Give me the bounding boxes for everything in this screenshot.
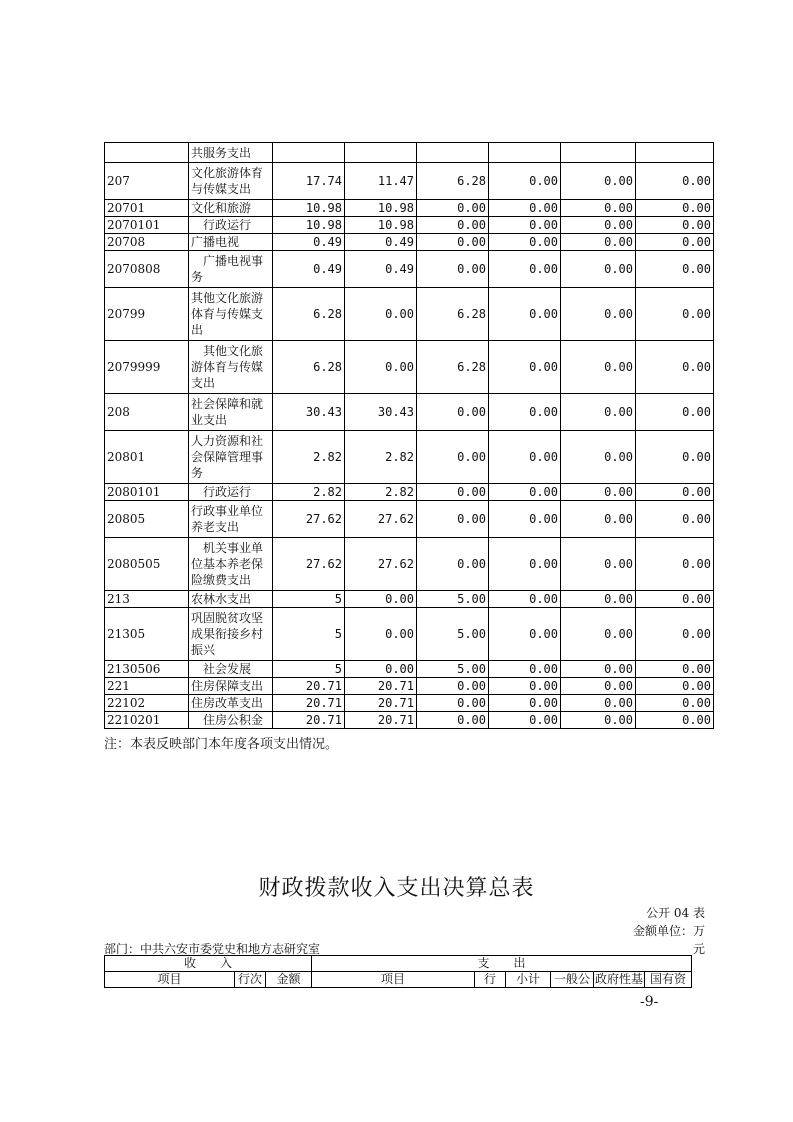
col-amount-income: 金额 — [266, 972, 312, 988]
row-col4: 0.00 — [489, 341, 561, 394]
row-project: 0.00 — [417, 200, 489, 217]
row-basic: 0.00 — [345, 341, 417, 394]
table-row — [105, 661, 714, 678]
row-name: 其他文化旅游体育与传媒支出 — [189, 341, 273, 394]
row-col6: 0.00 — [636, 431, 714, 484]
row-name: 文化和旅游 — [189, 200, 273, 217]
row-col6 — [636, 143, 714, 163]
row-col6: 0.00 — [636, 695, 714, 712]
row-code: 21305 — [105, 608, 189, 661]
table-row — [105, 394, 714, 431]
table-row — [105, 538, 714, 591]
department-label: 部门：中共六安市委党史和地方志研究室 — [104, 942, 321, 956]
row-basic: 27.62 — [345, 501, 417, 538]
row-project: 0.00 — [417, 394, 489, 431]
row-col4: 0.00 — [489, 394, 561, 431]
col-item-expense: 项目 — [312, 972, 475, 988]
row-col4: 0.00 — [489, 695, 561, 712]
row-name: 巩固脱贫攻坚成果衔接乡村振兴 — [189, 608, 273, 661]
row-name: 广播电视事务 — [189, 251, 273, 288]
row-col4: 0.00 — [489, 484, 561, 501]
row-total: 0.49 — [273, 251, 345, 288]
col-gov-fund: 政府性基 — [595, 972, 644, 986]
row-code: 20805 — [105, 501, 189, 538]
row-col4: 0.00 — [489, 431, 561, 484]
row-name: 共服务支出 — [189, 143, 273, 163]
row-code: 2080101 — [105, 484, 189, 501]
row-col6: 0.00 — [636, 394, 714, 431]
row-col5: 0.00 — [561, 661, 636, 678]
row-col5: 0.00 — [561, 341, 636, 394]
row-col6: 0.00 — [636, 608, 714, 661]
row-col4: 0.00 — [489, 501, 561, 538]
row-total — [273, 143, 345, 163]
row-col6: 0.00 — [636, 234, 714, 251]
row-col4: 0.00 — [489, 661, 561, 678]
row-col4: 0.00 — [489, 288, 561, 341]
col-state-capital: 国有资 — [645, 972, 692, 988]
row-basic: 0.00 — [345, 661, 417, 678]
row-total: 6.28 — [273, 341, 345, 394]
row-col5: 0.00 — [561, 200, 636, 217]
row-col5: 0.00 — [561, 251, 636, 288]
row-col4: 0.00 — [489, 163, 561, 200]
row-col6: 0.00 — [636, 591, 714, 608]
row-code: 221 — [105, 678, 189, 695]
row-col5: 0.00 — [561, 608, 636, 661]
row-basic: 0.00 — [345, 591, 417, 608]
row-col6: 0.00 — [636, 341, 714, 394]
section-title: 财政拨款收入支出决算总表 — [258, 876, 535, 901]
row-col6: 0.00 — [636, 501, 714, 538]
row-col6: 0.00 — [636, 678, 714, 695]
row-total: 27.62 — [273, 501, 345, 538]
row-col5: 0.00 — [561, 288, 636, 341]
row-col4: 0.00 — [489, 538, 561, 591]
row-code: 207 — [105, 163, 189, 200]
row-basic: 20.71 — [345, 695, 417, 712]
table-row — [105, 341, 714, 394]
row-name: 人力资源和社会保障管理事务 — [189, 431, 273, 484]
table-row — [105, 200, 714, 217]
row-total: 5 — [273, 661, 345, 678]
row-basic: 10.98 — [345, 200, 417, 217]
row-col5: 0.00 — [561, 394, 636, 431]
row-name: 其他文化旅游体育与传媒支出 — [189, 288, 273, 341]
row-project: 0.00 — [417, 712, 489, 729]
row-name: 农林水支出 — [189, 591, 273, 608]
row-project: 0.00 — [417, 251, 489, 288]
row-col4: 0.00 — [489, 608, 561, 661]
row-basic — [345, 143, 417, 163]
table-row — [105, 712, 714, 729]
row-name: 住房改革支出 — [189, 695, 273, 712]
row-total: 0.49 — [273, 234, 345, 251]
row-total: 10.98 — [273, 217, 345, 234]
row-name: 文化旅游体育与传媒支出 — [189, 163, 273, 200]
row-col6: 0.00 — [636, 484, 714, 501]
row-col5: 0.00 — [561, 431, 636, 484]
table-row — [105, 591, 714, 608]
row-name: 行政运行 — [189, 484, 273, 501]
table-row — [105, 163, 714, 200]
row-col5: 0.00 — [561, 234, 636, 251]
row-name: 机关事业单位基本养老保险缴费支出 — [189, 538, 273, 591]
row-basic: 2.82 — [345, 484, 417, 501]
amount-unit-label: 金额单位：万 — [632, 924, 705, 938]
row-total: 2.82 — [273, 484, 345, 501]
row-col5: 0.00 — [561, 501, 636, 538]
row-project: 5.00 — [417, 591, 489, 608]
col-general-budget: 一般公 — [551, 972, 594, 988]
row-project: 6.28 — [417, 288, 489, 341]
table-row — [105, 251, 714, 288]
row-project: 0.00 — [417, 501, 489, 538]
row-project: 0.00 — [417, 695, 489, 712]
table-row — [105, 501, 714, 538]
row-project: 6.28 — [417, 163, 489, 200]
row-col6: 0.00 — [636, 538, 714, 591]
row-col5: 0.00 — [561, 484, 636, 501]
row-total: 30.43 — [273, 394, 345, 431]
row-name: 行政事业单位养老支出 — [189, 501, 273, 538]
row-code: 208 — [105, 394, 189, 431]
row-total: 5 — [273, 591, 345, 608]
row-code: 20801 — [105, 431, 189, 484]
row-name: 广播电视 — [189, 234, 273, 251]
row-basic: 0.49 — [345, 251, 417, 288]
table-row — [105, 608, 714, 661]
row-col4: 0.00 — [489, 591, 561, 608]
row-project: 0.00 — [417, 484, 489, 501]
row-basic: 0.00 — [345, 608, 417, 661]
table-row — [105, 695, 714, 712]
col-subtotal: 小计 — [506, 972, 551, 988]
income-header: 收 入 — [105, 956, 312, 972]
row-col4 — [489, 143, 561, 163]
row-name: 社会发展 — [189, 661, 273, 678]
row-code: 20799 — [105, 288, 189, 341]
row-basic: 0.49 — [345, 234, 417, 251]
row-col6: 0.00 — [636, 288, 714, 341]
row-code: 2079999 — [105, 341, 189, 394]
row-col4: 0.00 — [489, 712, 561, 729]
row-code: 213 — [105, 591, 189, 608]
row-basic: 27.62 — [345, 538, 417, 591]
row-col5: 0.00 — [561, 538, 636, 591]
fiscal-summary-table-header — [104, 955, 692, 988]
row-col6: 0.00 — [636, 217, 714, 234]
expenditure-table — [104, 142, 714, 729]
row-project: 6.28 — [417, 341, 489, 394]
table-row — [105, 217, 714, 234]
row-code: 20708 — [105, 234, 189, 251]
row-col4: 0.00 — [489, 234, 561, 251]
row-col5: 0.00 — [561, 712, 636, 729]
row-total: 5 — [273, 608, 345, 661]
row-total: 20.71 — [273, 678, 345, 695]
table-note: 注：本表反映部门本年度各项支出情况。 — [104, 737, 339, 752]
col-line-expense: 行 — [475, 972, 506, 988]
row-project: 0.00 — [417, 217, 489, 234]
row-total: 27.62 — [273, 538, 345, 591]
table-row — [105, 678, 714, 695]
col-item-income: 项目 — [105, 972, 235, 988]
row-total: 20.71 — [273, 695, 345, 712]
row-col5: 0.00 — [561, 678, 636, 695]
row-col5 — [561, 143, 636, 163]
row-code: 2080505 — [105, 538, 189, 591]
row-project: 0.00 — [417, 431, 489, 484]
row-code: 2070808 — [105, 251, 189, 288]
row-name: 行政运行 — [189, 217, 273, 234]
page-number: -9- — [640, 994, 659, 1010]
row-name: 社会保障和就业支出 — [189, 394, 273, 431]
row-project: 0.00 — [417, 234, 489, 251]
row-col6: 0.00 — [636, 712, 714, 729]
row-total: 17.74 — [273, 163, 345, 200]
row-basic: 11.47 — [345, 163, 417, 200]
table-row — [105, 288, 714, 341]
row-code: 20701 — [105, 200, 189, 217]
row-total: 10.98 — [273, 200, 345, 217]
col-line-income: 行次 — [235, 972, 266, 988]
table-row — [105, 431, 714, 484]
row-col5: 0.00 — [561, 591, 636, 608]
row-col4: 0.00 — [489, 678, 561, 695]
row-project: 0.00 — [417, 678, 489, 695]
row-code: 2130506 — [105, 661, 189, 678]
row-col5: 0.00 — [561, 695, 636, 712]
row-col4: 0.00 — [489, 217, 561, 234]
row-code — [105, 143, 189, 163]
row-col6: 0.00 — [636, 163, 714, 200]
row-col6: 0.00 — [636, 200, 714, 217]
row-col5: 0.00 — [561, 163, 636, 200]
row-basic: 0.00 — [345, 288, 417, 341]
row-project: 5.00 — [417, 661, 489, 678]
row-name: 住房公积金 — [189, 712, 273, 729]
row-code: 2210201 — [105, 712, 189, 729]
row-total: 2.82 — [273, 431, 345, 484]
row-name: 住房保障支出 — [189, 678, 273, 695]
row-total: 20.71 — [273, 712, 345, 729]
row-col6: 0.00 — [636, 661, 714, 678]
row-basic: 20.71 — [345, 678, 417, 695]
amount-unit-label-cont: 元 — [692, 942, 705, 956]
table-row — [105, 143, 714, 163]
row-code: 2070101 — [105, 217, 189, 234]
row-project — [417, 143, 489, 163]
row-col4: 0.00 — [489, 200, 561, 217]
row-basic: 20.71 — [345, 712, 417, 729]
row-col4: 0.00 — [489, 251, 561, 288]
row-basic: 30.43 — [345, 394, 417, 431]
row-project: 5.00 — [417, 608, 489, 661]
row-col6: 0.00 — [636, 251, 714, 288]
row-project: 0.00 — [417, 538, 489, 591]
row-basic: 10.98 — [345, 217, 417, 234]
table-number: 公开 04 表 — [646, 906, 705, 920]
table-row — [105, 234, 714, 251]
row-basic: 2.82 — [345, 431, 417, 484]
row-total: 6.28 — [273, 288, 345, 341]
table-row — [105, 484, 714, 501]
row-code: 22102 — [105, 695, 189, 712]
expense-header: 支 出 — [312, 956, 692, 972]
expenditure-table-body — [105, 143, 714, 729]
row-col5: 0.00 — [561, 217, 636, 234]
